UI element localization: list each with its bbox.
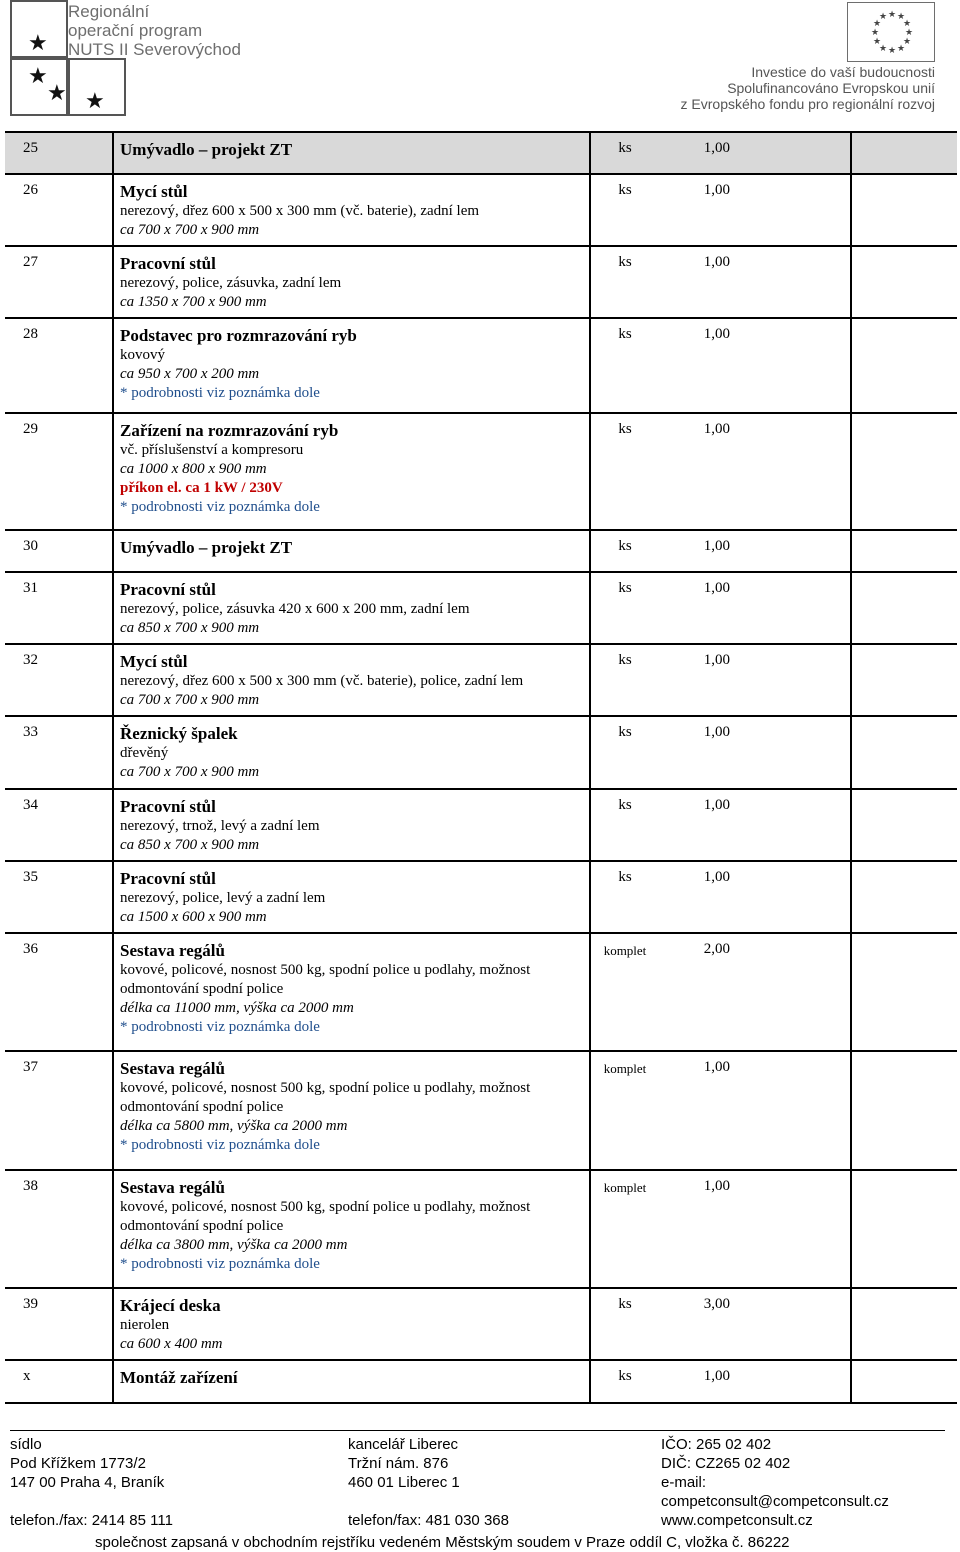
item-description [120, 941, 585, 1037]
unit-cell: ks [618, 182, 632, 198]
unit-cell: ks [618, 869, 632, 885]
quantity-cell: 1,00 [703, 652, 730, 668]
row-number: 32 [23, 652, 38, 668]
quantity-cell: 1,00 [703, 580, 730, 596]
unit-cell: ks [618, 1296, 632, 1312]
item-name: Zařízení na rozmrazování ryb [120, 421, 339, 440]
item-name: Sestava regálů [120, 1178, 225, 1197]
item-description [120, 421, 585, 517]
table-row [5, 319, 957, 414]
svg-text:★: ★ [888, 9, 897, 19]
spec-line: ca 950 x 700 x 200 mm [120, 366, 260, 382]
table-row [5, 1171, 957, 1289]
quantity-cell: 1,00 [703, 254, 730, 270]
spec-line: nerezový, dřez 600 x 500 x 300 mm (vč. baterie), police, zadní lem [120, 673, 524, 689]
unit-cell: ks [618, 1368, 632, 1384]
unit-cell: ks [618, 326, 632, 342]
spec-line: kovové, policové, nosnost 500 kg, spodní police u podlahy, možnost [120, 962, 531, 978]
svg-text:★: ★ [897, 43, 906, 53]
row-number: 39 [23, 1296, 38, 1312]
spec-line: kovové, policové, nosnost 500 kg, spodní police u podlahy, možnost [120, 1199, 531, 1215]
item-name: Mycí stůl [120, 652, 188, 671]
spec-line: ca 600 x 400 mm [120, 1336, 223, 1352]
item-description [120, 724, 585, 782]
spec-line: odmontování spodní police [120, 1099, 284, 1115]
table-row [5, 790, 957, 862]
spec-line: ca 1000 x 800 x 900 mm [120, 461, 267, 477]
row-number: 36 [23, 941, 38, 957]
row-number: 27 [23, 254, 38, 270]
unit-cell: ks [618, 421, 632, 437]
item-name: Sestava regálů [120, 1059, 225, 1078]
spec-line: ca 850 x 700 x 900 mm [120, 837, 260, 853]
eu-flag-icon [847, 2, 935, 62]
row-number: 26 [23, 182, 38, 198]
item-description [120, 869, 585, 927]
note-reference: * podrobnosti viz poznámka dole [120, 385, 320, 401]
spec-line: délka ca 5800 mm, výška ca 2000 mm [120, 1118, 348, 1134]
svg-text:★: ★ [897, 11, 906, 21]
item-description [120, 1368, 585, 1388]
table-row [5, 1052, 957, 1171]
equipment-table [5, 131, 957, 1404]
item-description [120, 326, 585, 403]
item-name: Krájecí deska [120, 1296, 221, 1315]
spec-line: ca 1350 x 700 x 900 mm [120, 294, 267, 310]
row-number: x [23, 1368, 31, 1384]
table-row [5, 1289, 957, 1361]
quantity-cell: 1,00 [703, 326, 730, 342]
page-footer [10, 1430, 945, 1551]
unit-cell: ks [618, 797, 632, 813]
table-row [5, 573, 957, 645]
svg-text:★: ★ [47, 80, 67, 105]
table-row [5, 645, 957, 717]
svg-text:★: ★ [905, 27, 914, 37]
unit-cell: ks [618, 724, 632, 740]
spec-line: kovový [120, 347, 165, 363]
svg-text:★: ★ [903, 36, 912, 46]
quantity-cell: 1,00 [703, 1178, 730, 1194]
item-description [120, 580, 585, 638]
unit-cell: ks [618, 652, 632, 668]
quantity-cell: 1,00 [703, 421, 730, 437]
item-name: Umývadlo – projekt ZT [120, 140, 293, 159]
spec-line: kovové, policové, nosnost 500 kg, spodní police u podlahy, možnost [120, 1080, 531, 1096]
footer-office: kancelář Liberec Tržní nám. 876 460 01 Liberec 1 telefon/fax: 481 030 368 [348, 1436, 509, 1529]
table-row [5, 175, 957, 247]
quantity-cell: 1,00 [703, 1059, 730, 1075]
spec-line: odmontování spodní police [120, 981, 284, 997]
spec-line: ca 850 x 700 x 900 mm [120, 620, 260, 636]
svg-text:★: ★ [28, 63, 48, 88]
item-description [120, 140, 585, 160]
svg-text:★: ★ [879, 11, 888, 21]
item-description [120, 797, 585, 855]
svg-text:★: ★ [85, 88, 105, 113]
spec-line: nerezový, police, levý a zadní lem [120, 890, 326, 906]
item-description [120, 1059, 585, 1155]
rop-logo [10, 0, 105, 118]
svg-text:★: ★ [873, 18, 882, 28]
quantity-cell: 3,00 [703, 1296, 730, 1312]
table-row [5, 717, 957, 790]
page-header [0, 0, 960, 125]
row-number: 29 [23, 421, 38, 437]
svg-text:★: ★ [873, 36, 882, 46]
spec-line: ca 700 x 700 x 900 mm [120, 764, 260, 780]
svg-text:★: ★ [28, 30, 48, 55]
item-description [120, 1296, 585, 1354]
row-number: 31 [23, 580, 38, 596]
unit-cell: komplet [603, 1061, 647, 1076]
row-number: 35 [23, 869, 38, 885]
table-row [5, 934, 957, 1052]
quantity-cell: 1,00 [703, 182, 730, 198]
row-number: 25 [23, 140, 38, 156]
spec-line: nerezový, trnož, levý a zadní lem [120, 818, 320, 834]
row-number: 28 [23, 326, 38, 342]
table-row [5, 247, 957, 319]
table-row [5, 862, 957, 934]
spec-line: ca 700 x 700 x 900 mm [120, 692, 260, 708]
spec-line: dřevěný [120, 745, 169, 761]
item-name: Pracovní stůl [120, 797, 216, 816]
item-description [120, 1178, 585, 1274]
footer-company-ids: IČO: 265 02 402 DIČ: CZ265 02 402 e-mail: competconsult@competconsult.cz www.competconsult.cz [661, 1436, 889, 1529]
power-spec: příkon el. ca 1 kW / 230V [120, 480, 283, 496]
item-description [120, 254, 585, 312]
quantity-cell: 1,00 [703, 140, 730, 156]
footer-registration: společnost zapsaná v obchodním rejstříku vedeném Městským soudem v Praze oddíl C, vložka č. 86222 [95, 1534, 790, 1551]
item-description [120, 652, 585, 710]
item-name: Pracovní stůl [120, 254, 216, 273]
quantity-cell: 2,00 [703, 941, 730, 957]
spec-line: nerezový, police, zásuvka, zadní lem [120, 275, 342, 291]
footer-address: sídlo Pod Křížkem 1773/2 147 00 Praha 4, Braník telefon./fax: 2414 85 111 [10, 1436, 173, 1529]
row-number: 37 [23, 1059, 38, 1075]
item-name: Montáž zařízení [120, 1368, 238, 1387]
unit-cell: komplet [603, 943, 647, 958]
row-number: 38 [23, 1178, 38, 1194]
note-reference: * podrobnosti viz poznámka dole [120, 1137, 320, 1153]
note-reference: * podrobnosti viz poznámka dole [120, 1019, 320, 1035]
item-description [120, 182, 585, 240]
unit-cell: ks [618, 140, 632, 156]
table-row [5, 1361, 957, 1404]
note-reference: * podrobnosti viz poznámka dole [120, 499, 320, 515]
item-name: Řeznický špalek [120, 724, 238, 743]
spec-line: délka ca 3800 mm, výška ca 2000 mm [120, 1237, 348, 1253]
spec-line: nerezový, police, zásuvka 420 x 600 x 200 mm, zadní lem [120, 601, 470, 617]
note-reference: * podrobnosti viz poznámka dole [120, 1256, 320, 1272]
program-title: Regionální operační program NUTS II Severovýchod [68, 2, 241, 59]
item-name: Pracovní stůl [120, 869, 216, 888]
spec-line: odmontování spodní police [120, 1218, 284, 1234]
unit-cell: ks [618, 538, 632, 554]
item-description [120, 538, 585, 558]
spec-line: ca 700 x 700 x 900 mm [120, 222, 260, 238]
table-row [5, 131, 957, 175]
svg-text:★: ★ [903, 18, 912, 28]
quantity-cell: 1,00 [703, 538, 730, 554]
spec-line: vč. příslušenství a kompresoru [120, 442, 304, 458]
quantity-cell: 1,00 [703, 869, 730, 885]
row-number: 34 [23, 797, 38, 813]
spec-line: nerezový, dřez 600 x 500 x 300 mm (vč. baterie), zadní lem [120, 203, 480, 219]
svg-text:★: ★ [888, 45, 897, 55]
unit-cell: ks [618, 254, 632, 270]
quantity-cell: 1,00 [703, 1368, 730, 1384]
item-name: Pracovní stůl [120, 580, 216, 599]
svg-text:★: ★ [871, 27, 880, 37]
unit-cell: ks [618, 580, 632, 596]
eu-funding-text: Investice do vaší budoucnosti Spolufinancováno Evropskou unií z Evropského fondu pro regionální rozvoj [680, 64, 935, 112]
unit-cell: komplet [603, 1180, 647, 1195]
item-name: Sestava regálů [120, 941, 225, 960]
item-name: Umývadlo – projekt ZT [120, 538, 293, 557]
spec-line: nierolen [120, 1317, 170, 1333]
row-number: 33 [23, 724, 38, 740]
item-name: Mycí stůl [120, 182, 188, 201]
quantity-cell: 1,00 [703, 797, 730, 813]
spec-line: délka ca 11000 mm, výška ca 2000 mm [120, 1000, 354, 1016]
svg-text:★: ★ [879, 43, 888, 53]
spec-line: ca 1500 x 600 x 900 mm [120, 909, 267, 925]
item-name: Podstavec pro rozmrazování ryb [120, 326, 357, 345]
quantity-cell: 1,00 [703, 724, 730, 740]
table-row [5, 414, 957, 531]
table-row [5, 531, 957, 573]
row-number: 30 [23, 538, 38, 554]
